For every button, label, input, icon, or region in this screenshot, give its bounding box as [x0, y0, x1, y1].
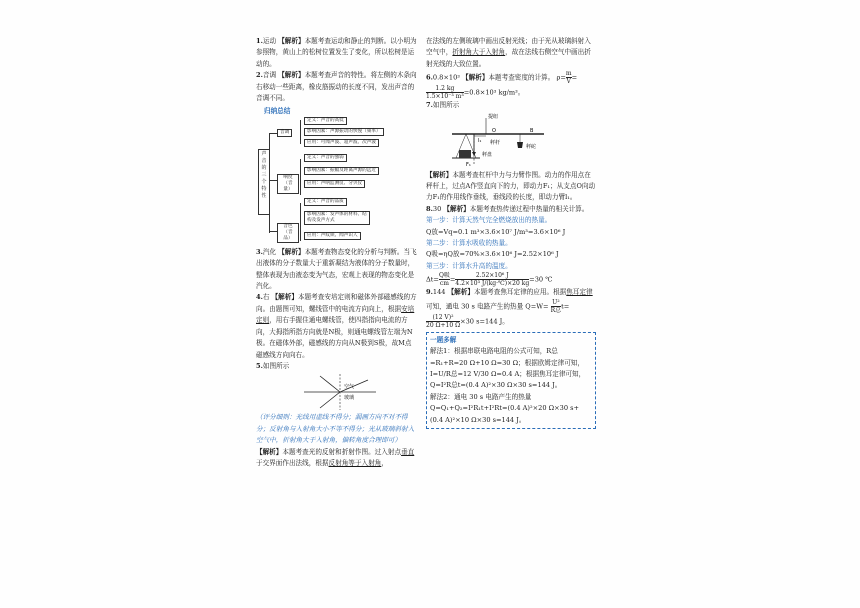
connector-line: [300, 120, 301, 144]
fraction-denominator: 20 Ω+10 Ω: [426, 321, 461, 329]
step-3: 第三步：计算水升高的温度。: [426, 261, 512, 270]
connector-line: [300, 203, 301, 241]
answer-text: 如图所示: [262, 361, 290, 370]
answer-item-6: [426, 70, 596, 100]
analysis-text: 本题考查声音的特性。将左侧的木条向右移动一些距离，橡皮筋振动的长度不同，发出声音的音调不同。: [256, 71, 417, 103]
fraction-denominator: R总: [550, 306, 562, 314]
tree-leaf: 影响因素：振幅及距离声源的远近: [304, 167, 379, 175]
connector-line: [269, 231, 277, 232]
formula-result: =30 ℃: [529, 275, 553, 284]
fraction-numerator: U²: [552, 298, 560, 306]
arrowhead-icon: [472, 152, 476, 156]
label-tiniu: 提纽: [488, 113, 499, 120]
answer-item-9: [426, 287, 596, 328]
formula-lhs: ρ=: [556, 73, 566, 82]
equation-1: Q放=Vq=0.1 m³×3.6×10⁷ J/m³=3.6×10⁶ J: [426, 227, 566, 236]
analysis-tag: 【解析】: [447, 288, 474, 297]
tree-trunk-line: [269, 133, 270, 233]
analysis-tag: 【解析】: [278, 247, 305, 256]
formula-mid: t=: [561, 302, 570, 311]
fraction-numerator: Q吸: [438, 272, 450, 280]
answer-item-1: [256, 36, 418, 70]
tree-leaf: 定义：声音的强弱: [304, 154, 347, 162]
analysis-tag: 【解析】: [278, 37, 305, 45]
label-f1: F₁: [466, 161, 471, 168]
fraction-denominator: 1.5×10⁻³ m³: [426, 93, 464, 101]
answer-text: 0.8×10³: [432, 73, 460, 82]
fraction-numerator: m: [565, 70, 572, 78]
item-number: 2.: [256, 71, 263, 80]
answer-item-7: [426, 100, 596, 111]
fraction: [426, 314, 460, 329]
answer-text: 30: [432, 204, 442, 213]
tree-branch-pitch: 音调: [277, 129, 292, 137]
analysis-text: 本题考查光的反射和折射作图。过入射点: [282, 447, 402, 456]
tree-leaf: 应用：声呐监测仪、分贝仪: [304, 180, 365, 188]
analysis-text: 本题考查焦耳定律的应用。根据: [473, 288, 567, 297]
answer-item-4: [256, 292, 418, 360]
steelyard-figure: [426, 112, 596, 170]
step-2: 第二步：计算水吸收的热量。: [426, 239, 512, 248]
connector-line: [269, 133, 277, 134]
analysis-text: 本题考查安培定则和磁体外部磁感线的方向。由题图可知，螺线管中的电流方向向上，根据: [256, 293, 417, 313]
fraction-denominator: cm: [439, 280, 449, 288]
concept-tree-diagram: [256, 119, 418, 247]
analysis-text: 本题考查密度的计算。: [488, 73, 555, 82]
weight-block: [459, 150, 471, 158]
analysis-tag: 【解析】: [271, 293, 298, 302]
fraction: [426, 85, 464, 100]
refraction-figure: [256, 372, 418, 412]
underlined-term: 反射角等于入射角: [328, 458, 382, 467]
underlined-term: 安培定则: [256, 304, 415, 325]
reflected-ray: [320, 376, 340, 392]
analysis-tag: 【解析】: [462, 73, 489, 82]
scoring-note: （评分细则：光线用虚线不得分；漏画方向不对不得分；反射角与入射角大小不等不得分；光从玻璃斜射入空气中，折射角大于入射角，偏转角度合理即可）: [256, 413, 415, 445]
label-chenggan: 秤杆: [490, 139, 501, 146]
formula-result: ×30 s=144 J。: [460, 317, 509, 326]
fraction-numerator: 1.2 kg: [435, 85, 455, 93]
label-l1: l₁: [478, 137, 482, 144]
analysis-text: ，故在法线右侧空气中画出折射光线的大致位置。: [426, 48, 591, 68]
fraction-numerator: 2.52×10⁶ J: [475, 272, 509, 280]
item-number: 7.: [426, 101, 433, 110]
multiple-solutions-title: 一题多解: [430, 335, 457, 344]
item-number: 3.: [256, 247, 263, 256]
item-number: 9.: [426, 288, 433, 297]
label-chengpan: 秤盘: [482, 151, 493, 158]
solution-method-2: 解法2：通电 30 s 电路产生的热量 Q=Q₁+Q₂=I²R₁t+I²Rt=(0.4 A)²×20 Ω×30 s+(0.4 A)²×10 Ω×30 s=144 J。: [430, 392, 580, 424]
analysis-text: 于交界面作出法线，根据: [256, 458, 329, 467]
answer-text: 右: [262, 293, 270, 302]
label-chengtuo: 秤砣: [526, 143, 537, 150]
analysis-5-continued: [426, 36, 596, 70]
answer-item-8: [426, 204, 596, 215]
answer-text: 如图所示: [432, 101, 460, 110]
summary-title: 归纳总结: [264, 107, 291, 116]
tree-branch-loudness: 响度（音量）: [277, 174, 299, 194]
tree-branch-timbre: 音色（音品）: [277, 223, 299, 243]
connector-line: [269, 180, 277, 181]
analysis-tag: 【解析】: [443, 204, 470, 213]
analysis-text: 可知，通电 30 s 电路产生的热量 Q=W=: [426, 302, 549, 311]
solution-method-1: 解法1：根据串联电路电阻的公式可知，R总=R₁+R=20 Ω+10 Ω=30 Ω；根据欧姆定律可知，I=U/R总=12 V/30 Ω=0.4 A；根据焦耳定律可知，Q=I²R总t=(0.4 A)²×30 Ω×30 s=144 J。: [430, 347, 586, 390]
answer-text: 汽化: [262, 247, 277, 256]
item-number: 8.: [426, 204, 433, 213]
tree-leaf: 应用：可闻声波、超声波、次声波: [304, 139, 379, 147]
underlined-term: 焦耳定律: [566, 288, 593, 297]
analysis-7: [426, 170, 596, 204]
label-o: O: [492, 127, 496, 134]
formula-result: =0.8×10³ kg/m³。: [463, 88, 525, 97]
formula-lhs: Δt=: [426, 275, 439, 284]
item-number: 6.: [426, 73, 433, 82]
answer-item-5: [256, 361, 418, 372]
fraction: [455, 272, 529, 287]
tree-leaf: 影响因素：声源振动的快慢（频率）: [304, 128, 384, 136]
refraction-diagram: [256, 372, 418, 412]
tree-root: 声音的三个特性: [258, 149, 270, 215]
fraction: [551, 299, 562, 314]
label-b: B: [530, 127, 534, 134]
tree-leaf: 影响因素：发声体的材料、结构及发声方式: [304, 211, 370, 225]
analysis-text: 本题考查杠杆中力与力臂作图。动力的作用点在秤杆上，过点A作竖直向下的力，即动力F₁；从支点O向动力F₁的作用线作垂线，垂线段的长度，即动力臂l₁。: [426, 170, 596, 202]
answer-item-3: [256, 247, 418, 293]
multiple-solutions-box: [426, 332, 596, 429]
analysis-text: ，用右手握住通电螺线管，使四指指向电流的方向，大拇指所指方向就是N极，则通电螺线管左端为N极。在磁体外部，磁感线的方向从N极到S极，故M点磁感线方向向右。: [256, 316, 413, 359]
tree-leaf: 定义：声音的品质: [304, 198, 347, 206]
equation-2: Q吸=ηQ放=70%×3.6×10⁶ J=2.52×10⁶ J: [426, 250, 559, 259]
analysis-text: ，: [381, 458, 388, 467]
equation-3: Δt= $\frac{\text{Q吸}}{cm}$ = $\frac{\text{2.52×10⁶ J}}{\text{4.2×10³ J/(kg·℃)×20 kg}}$ =30 ℃: [426, 272, 553, 288]
incident-ray: [320, 392, 340, 408]
analysis-tag: 【解析】: [256, 447, 283, 456]
analysis-text: 本题考查热传递过程中热量的相关计算。: [469, 204, 589, 213]
item-number: 4.: [256, 293, 263, 302]
tree-leaf: 定义：声音的高低: [304, 117, 347, 125]
fraction-denominator: V: [566, 78, 571, 86]
fraction-denominator: 4.2×10³ J/(kg·℃)×20 kg: [455, 280, 530, 288]
answer-text: 运动: [262, 37, 277, 45]
left-column: [256, 36, 418, 469]
underlined-term: 垂直: [401, 447, 415, 456]
item-number: 5.: [256, 361, 263, 370]
counterweight: [517, 142, 523, 148]
underlined-term: 折射角大于入射角: [452, 48, 506, 57]
right-column: [426, 36, 596, 429]
tree-leaf: 应用：声纹锁、闻声识人: [304, 232, 361, 240]
answer-text: 音调: [262, 71, 277, 80]
fraction: [439, 272, 450, 287]
answer-text: 144: [432, 288, 446, 297]
analysis-text: 本题考查运动和静止的判断。以小明为参照物，黄山上的松树位置发生了变化，所以松树是运动的。: [256, 37, 417, 68]
step-1: 第一步：计算天然气完全燃烧放出的热量。: [426, 216, 552, 225]
analysis-tag: 【解析】: [278, 71, 305, 80]
analysis-text: 本题考查物态变化的分析与判断。当飞出液体的分子数量大于重新凝结为液体的分子数量时，整体表现为由液态变为气态，宏观上表现的物态变化是汽化。: [256, 247, 417, 291]
air-label: 空气: [344, 384, 355, 391]
glass-label: 玻璃: [344, 395, 355, 402]
answer-item-2: [256, 70, 418, 104]
connector-line: [300, 159, 301, 195]
analysis-text: 在法线的左侧玻璃中画出反射光线；由于光从玻璃斜射入空气中，: [426, 37, 591, 57]
fraction-numerator: (12 V)²: [432, 313, 454, 321]
analysis-tag: 【解析】: [426, 170, 453, 179]
equals-sign: =: [571, 73, 578, 82]
analysis-5: [256, 447, 418, 470]
steelyard-diagram: [426, 112, 596, 170]
item-number: 1.: [256, 37, 263, 45]
